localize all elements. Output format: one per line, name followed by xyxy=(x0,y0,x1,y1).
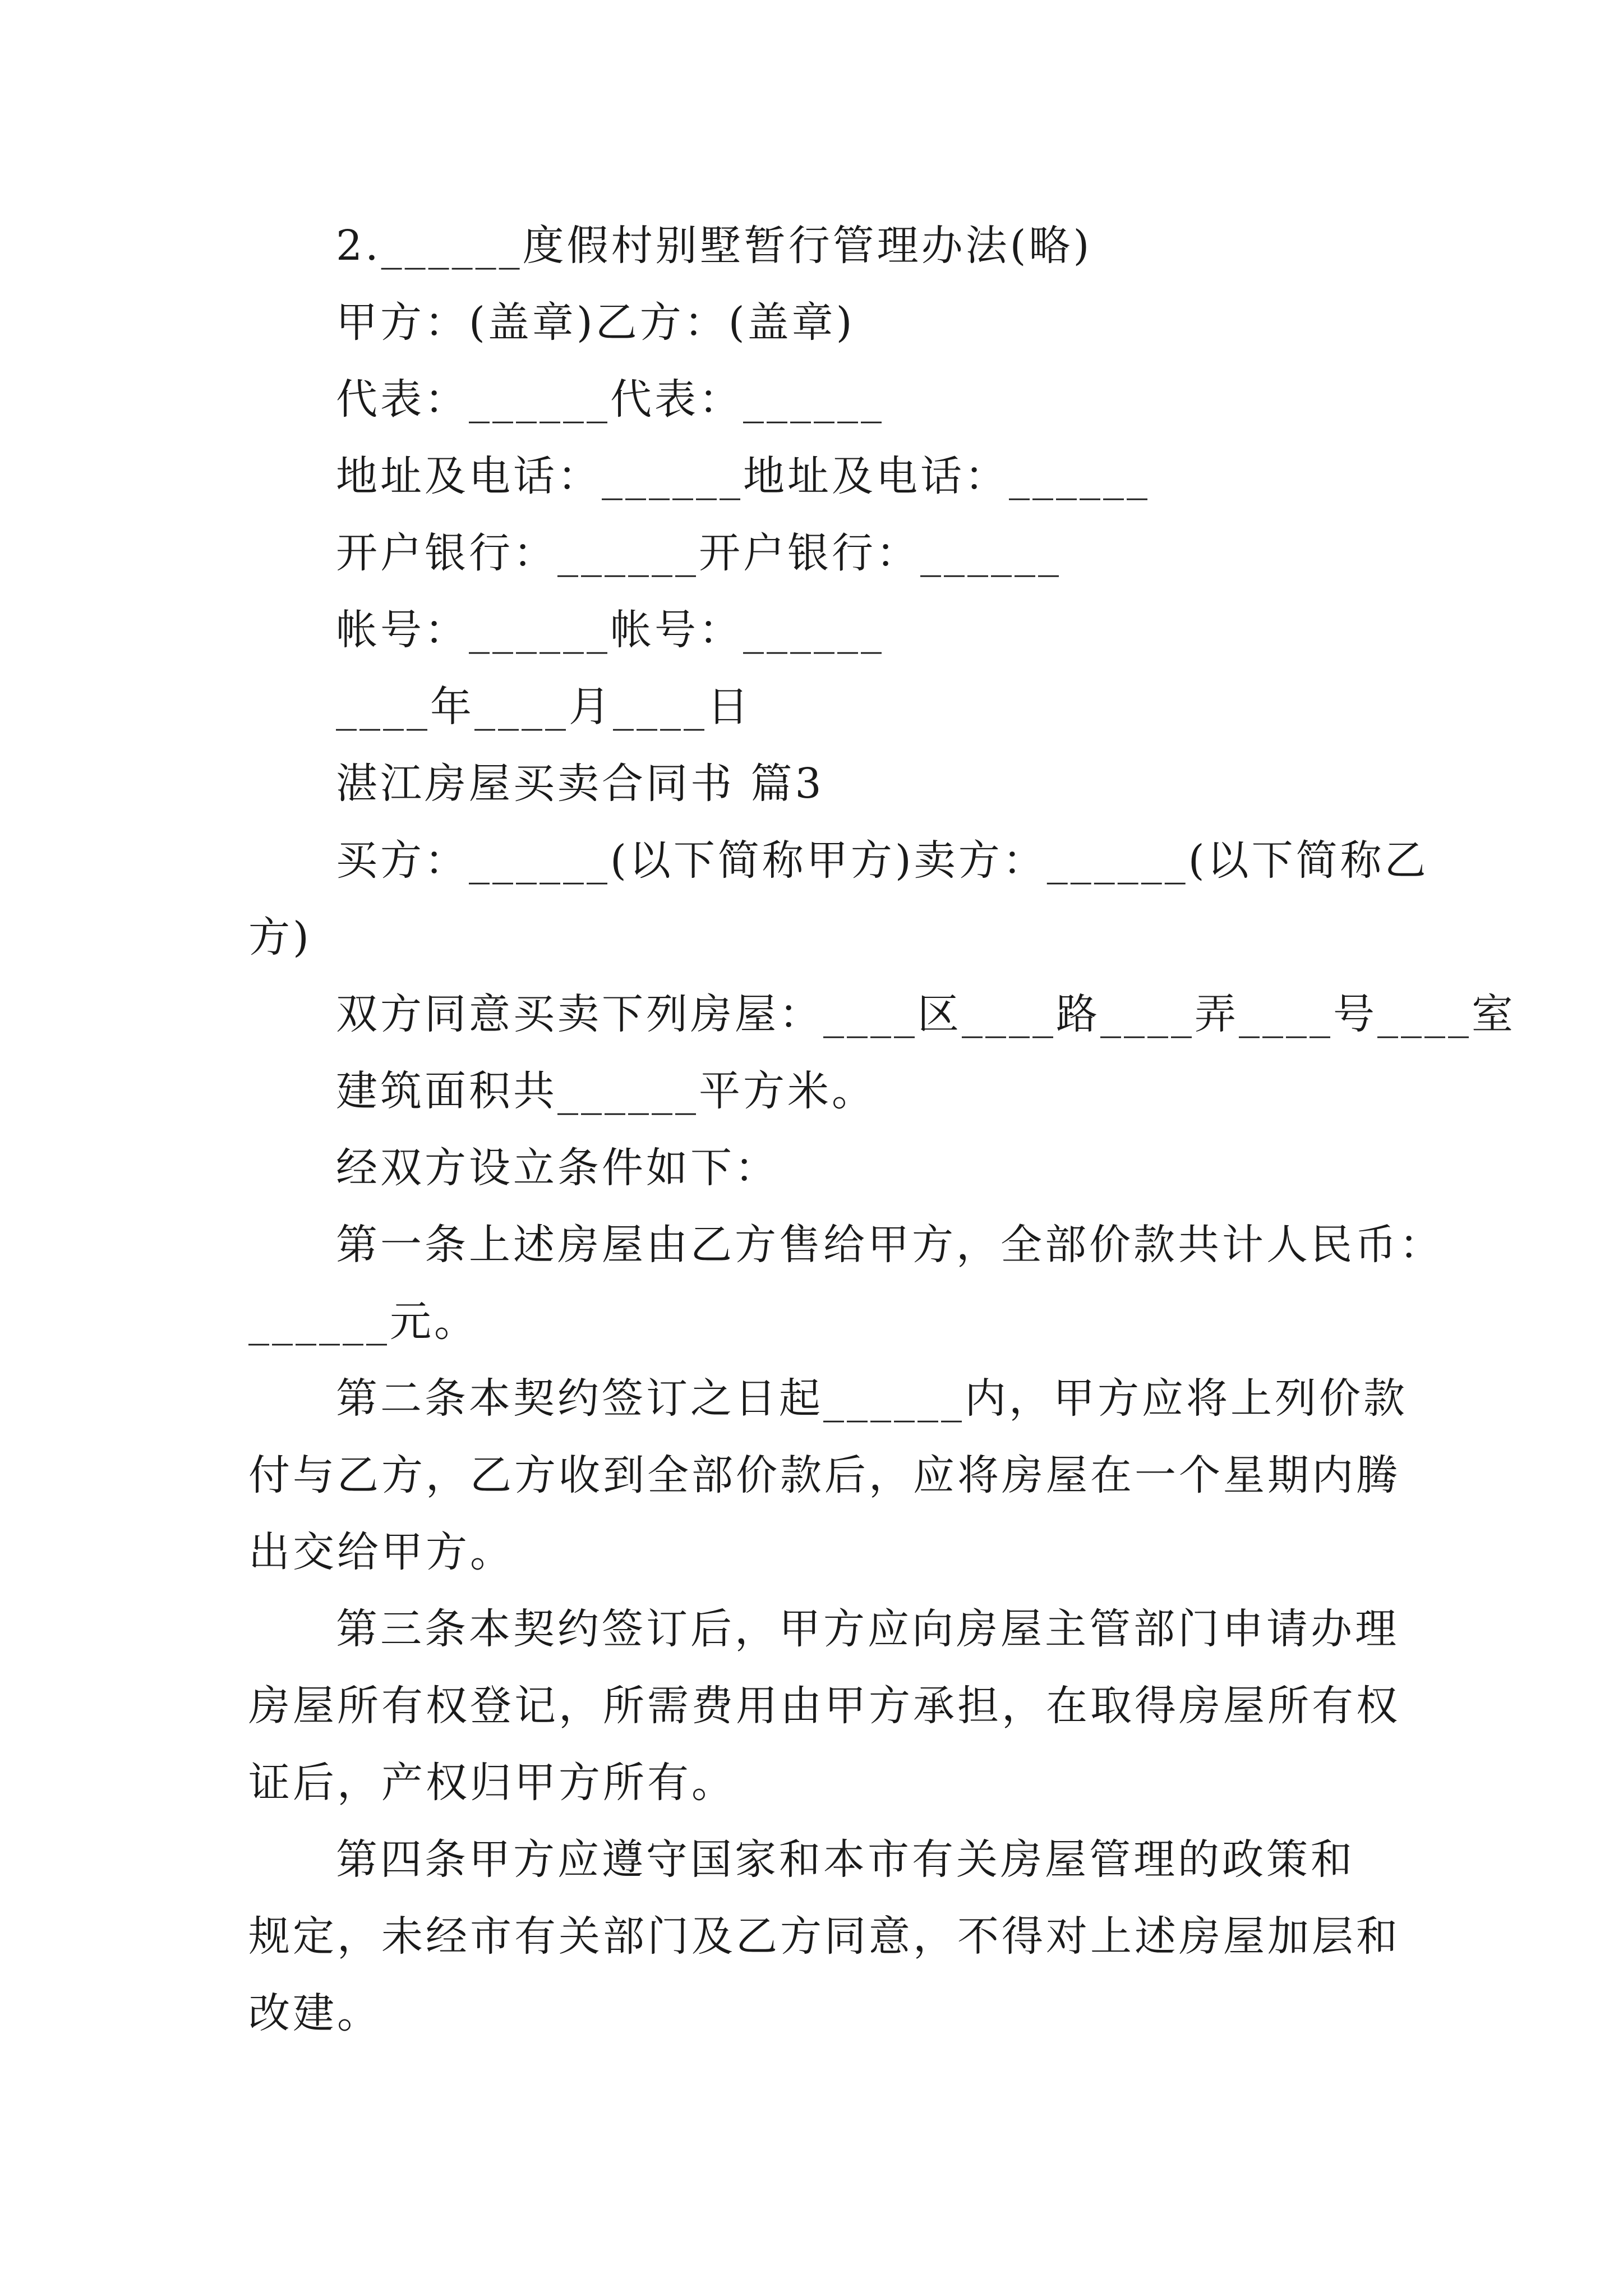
text-line: 买方：______(以下简称甲方)卖方：______(以下简称乙 xyxy=(336,836,1429,885)
text-line: 证后，产权归甲方所有。 xyxy=(248,1759,736,1807)
text-line: ____年____月____日 xyxy=(336,683,751,731)
text-line: 2.______度假村别墅暂行管理办法(略) xyxy=(336,222,1092,270)
text-line: ______元。 xyxy=(248,1297,478,1346)
document-body xyxy=(248,208,1516,2052)
text-line: 第二条本契约签订之日起______内，甲方应将上列价款 xyxy=(336,1374,1408,1423)
text-line: 方) xyxy=(248,913,312,961)
text-line: 房屋所有权登记，所需费用由甲方承担，在取得房屋所有权 xyxy=(248,1682,1400,1730)
text-line: 出交给甲方。 xyxy=(248,1528,514,1576)
section-heading: 湛江房屋买卖合同书 篇3 xyxy=(336,760,824,808)
text-line: 第三条本契约签订后，甲方应向房屋主管部门申请办理 xyxy=(336,1605,1399,1653)
text-line: 甲方：(盖章)乙方：(盖章) xyxy=(336,298,855,347)
text-line: 帐号：______帐号：______ xyxy=(336,606,884,654)
text-line: 建筑面积共______平方米。 xyxy=(336,1067,876,1115)
text-line: 第四条甲方应遵守国家和本市有关房屋管理的政策和 xyxy=(336,1835,1355,1884)
text-line: 改建。 xyxy=(248,1989,381,2037)
text-line: 代表：______代表：______ xyxy=(336,375,884,424)
text-line: 经双方设立条件如下： xyxy=(336,1144,779,1192)
text-line: 开户银行：______开户银行：______ xyxy=(336,529,1062,577)
text-line: 付与乙方，乙方收到全部价款后，应将房屋在一个星期内腾 xyxy=(248,1451,1400,1499)
text-line: 地址及电话：______地址及电话：______ xyxy=(336,452,1150,500)
text-line: 规定，未经市有关部门及乙方同意，不得对上述房屋加层和 xyxy=(248,1912,1400,1961)
text-line: 双方同意买卖下列房屋：____区____路____弄____号____室 xyxy=(336,990,1516,1038)
text-line: 第一条上述房屋由乙方售给甲方，全部价款共计人民币： xyxy=(336,1221,1444,1269)
